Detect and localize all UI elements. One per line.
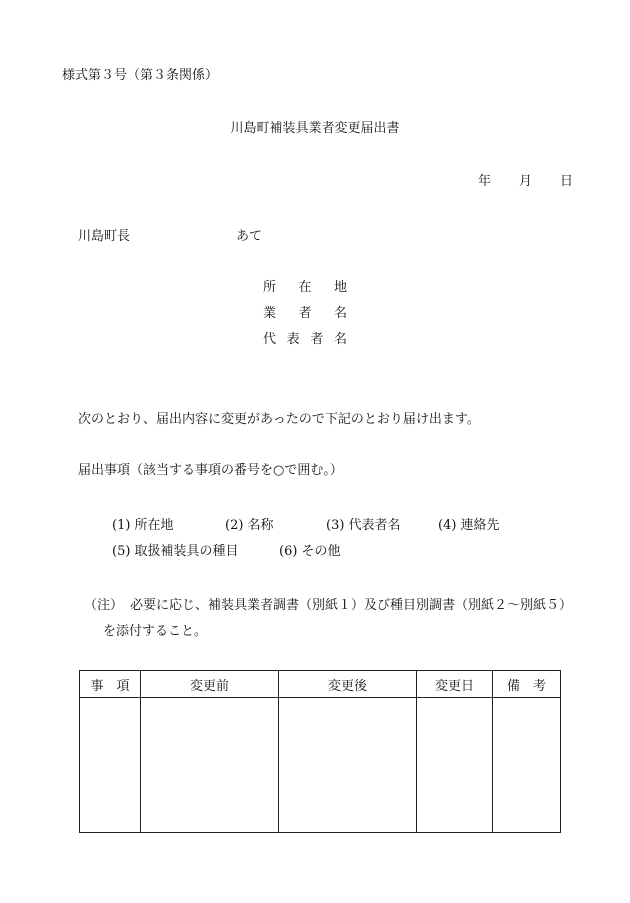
notification-item-device-types: (5) 取扱補装具の種目 <box>112 544 239 559</box>
date-year-label: 年 <box>478 174 492 189</box>
notification-item-other: (6) その他 <box>279 544 341 559</box>
note-label: （注） <box>84 598 124 613</box>
notification-item-name: (2) 名称 <box>225 518 274 533</box>
column-header-before: 変更前 <box>141 671 279 698</box>
cell-after[interactable] <box>279 698 417 833</box>
date-month-label: 月 <box>519 174 533 189</box>
sender-address-label: 所 在 地 <box>263 280 347 295</box>
addressee-suffix: あて <box>236 229 263 244</box>
addressee-name: 川島町長 <box>78 229 131 244</box>
column-header-remarks: 備 考 <box>493 671 561 698</box>
items-heading: 届出事項（該当する事項の番号を○で囲む。） <box>78 463 343 478</box>
column-header-after: 変更後 <box>279 671 417 698</box>
sender-company-label: 業 者 名 <box>263 306 347 321</box>
column-header-item: 事 項 <box>80 671 141 698</box>
cell-remarks[interactable] <box>493 698 561 833</box>
note-text-line1: 必要に応じ、補装具業者調書（別紙１）及び種目別調書（別紙２～別紙５） <box>130 598 573 613</box>
table-header-row <box>80 671 561 698</box>
cell-change-date[interactable] <box>417 698 493 833</box>
column-header-change-date: 変更日 <box>417 671 493 698</box>
note-text-line2: を添付すること。 <box>103 624 208 639</box>
date-line <box>478 174 573 190</box>
change-details-table <box>79 670 561 833</box>
date-day-label: 日 <box>560 174 574 189</box>
table-row <box>80 698 561 833</box>
notification-item-representative: (3) 代表者名 <box>326 518 401 533</box>
cell-item[interactable] <box>80 698 141 833</box>
cell-before[interactable] <box>141 698 279 833</box>
notification-item-address: (1) 所在地 <box>112 518 174 533</box>
sender-representative-label: 代 表 者 名 <box>263 332 347 347</box>
statement-text: 次のとおり、届出内容に変更があったので下記のとおり届け出ます。 <box>78 412 480 427</box>
notification-item-contact: (4) 連絡先 <box>438 518 500 533</box>
document-title: 川島町補装具業者変更届出書 <box>230 121 400 136</box>
form-number: 様式第３号（第３条関係） <box>62 68 219 83</box>
